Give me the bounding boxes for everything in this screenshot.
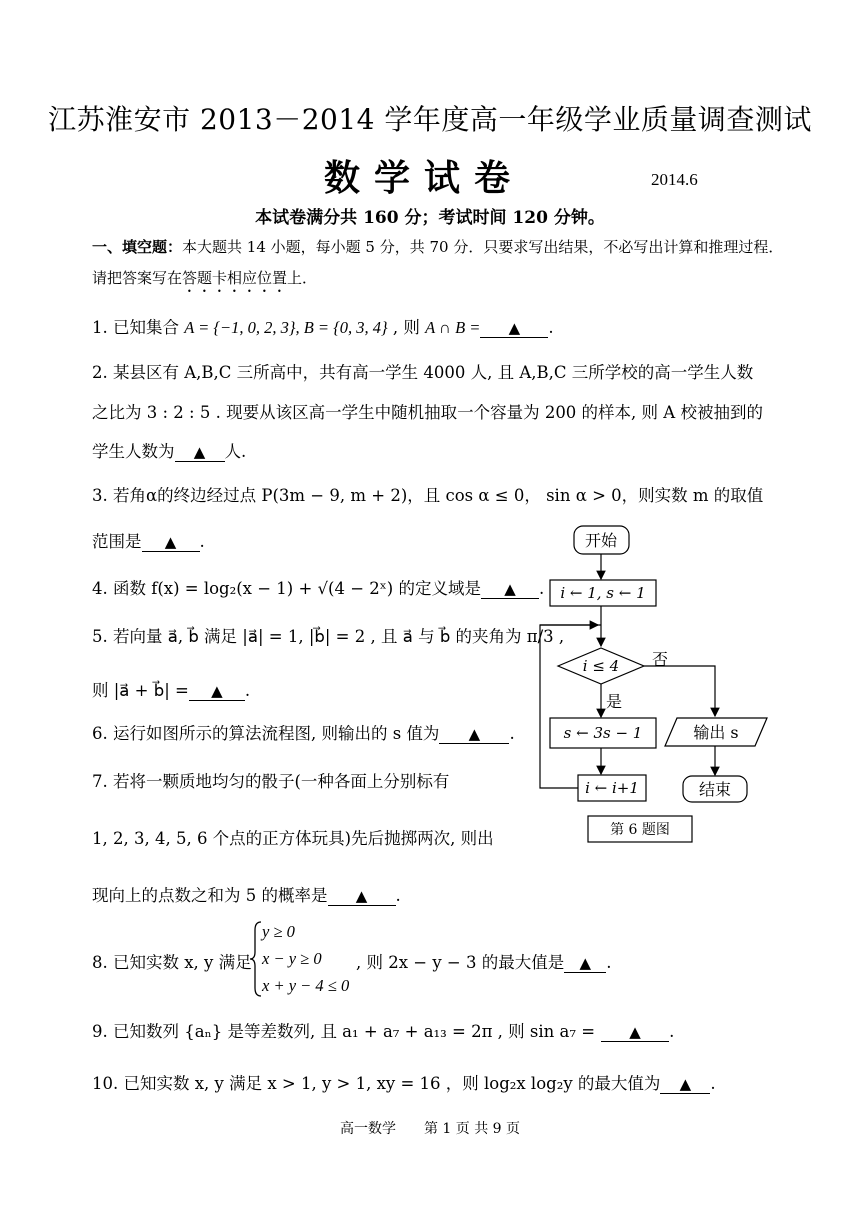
q2-l3-post: 人. (224, 442, 247, 461)
answer-blank: ▲ (480, 319, 548, 338)
question-1 (92, 314, 554, 338)
q6-pre: 6. 运行如图所示的算法流程图, 则输出的 s 值为 (92, 724, 440, 743)
page-footer: 高一数学 第 1 页 共 9 页 (339, 1121, 521, 1137)
flowchart-assign-s-label: s ← 3s − 1 (563, 724, 643, 742)
q9-post: . (669, 1022, 675, 1041)
question-3-line1: 3. 若角α的终边经过点 P(3m − 9, m + 2)，且 cos α ≤ 0， sin α > 0，则实数 m 的取值 (92, 486, 764, 505)
question-8-pre: 8. 已知实数 x, y 满足 (92, 953, 252, 972)
q3-l2-post: . (199, 532, 205, 551)
section-instructions-line1 (92, 236, 783, 257)
answer-blank: ▲ (189, 682, 245, 701)
answer-blank: ▲ (601, 1023, 669, 1042)
section-instructions-line2 (92, 267, 317, 296)
q3-l2-pre: 范围是 (92, 532, 142, 551)
question-8-rest (356, 949, 611, 973)
q7-l3-pre: 现向上的点数之和为 5 的概率是 (92, 886, 328, 905)
q8-condition-1: y ≥ 0 (262, 922, 295, 941)
q1-math2: A ∩ B = (425, 318, 481, 337)
question-7-line2: 1, 2, 3, 4, 5, 6 个点的正方体玩具)先后抛掷两次, 则出 (92, 829, 494, 848)
answer-blank: ▲ (328, 887, 396, 906)
answer-blank: ▲ (142, 533, 200, 552)
q10-post: . (710, 1074, 716, 1093)
flowchart-caption: 第 6 题图 (610, 822, 670, 838)
flowchart-assign-i-label: i ← i+1 (585, 779, 639, 797)
answer-blank: ▲ (564, 954, 606, 973)
line2-pre: 请把答案写在 (92, 269, 183, 287)
q8-condition-2: x − y ≥ 0 (262, 949, 322, 968)
flowchart-init-label: i ← 1, s ← 1 (560, 584, 646, 602)
q4-pre: 4. 函数 f(x) = log₂(x − 1) + √(4 − 2ˣ) 的定义域是 (92, 579, 481, 598)
q8-mid: , 则 2x − y − 3 的最大值是 (356, 953, 565, 972)
answer-blank: ▲ (660, 1075, 710, 1094)
question-9 (92, 1018, 674, 1042)
answer-blank: ▲ (439, 725, 509, 744)
exam-main-title: 数学试卷 (324, 157, 525, 199)
exam-date: 2014.6 (651, 170, 698, 189)
q2-l3-pre: 学生人数为 (92, 442, 175, 461)
q8-post: . (606, 953, 612, 972)
line2-emphasis: 答题卡相应位置 (182, 269, 288, 287)
q1-pre: 1. 已知集合 (92, 318, 185, 337)
answer-blank: ▲ (175, 443, 225, 462)
q7-l3-post: . (395, 886, 401, 905)
question-2-line3 (92, 438, 246, 462)
section-line1-text: 本大题共 14 小题，每小题 5 分，共 70 分．只要求写出结果，不必写出计算和推理过程． (182, 238, 784, 256)
q5-l2-pre: 则 |a⃗ + b⃗| = (92, 681, 189, 700)
question-4 (92, 575, 544, 599)
flowchart (530, 520, 780, 850)
flowchart-no-label: 否 (652, 650, 669, 669)
exam-header-title: 江苏淮安市 2013－2014 学年度高一年级学业质量调查测试 (48, 103, 812, 136)
q8-condition-3: x + y − 4 ≤ 0 (262, 976, 350, 995)
question-2-line2: 之比为 3 : 2 : 5 . 现要从该区高一学生中随机抽取一个容量为 200 的样本, 则 A 校被抽到的 (92, 403, 763, 422)
question-5-line2 (92, 677, 250, 701)
flowchart-loop-arrow (540, 625, 601, 788)
question-7-line1: 7. 若将一颗质地均匀的骰子(一种各面上分别标有 (92, 772, 450, 791)
flowchart-condition-label: i ≤ 4 (582, 657, 620, 675)
q1-mid: , 则 (387, 318, 426, 337)
q1-math: A = {−1, 0, 2, 3}, B = {0, 3, 4} (184, 318, 388, 337)
q10-pre: 10. 已知实数 x, y 满足 x > 1, y > 1, xy = 16 ，则 log₂x log₂y 的最大值为 (92, 1074, 661, 1093)
question-5-line1: 5. 若向量 a⃗, b⃗ 满足 |a⃗| = 1, |b⃗| = 2 , 且 a⃗ 与 b⃗ 的夹角为 π/3 , (92, 627, 565, 646)
answer-blank: ▲ (481, 580, 539, 599)
flowchart-output-label: 输出 s (693, 723, 739, 742)
question-10 (92, 1070, 716, 1094)
q4-post: . (538, 579, 545, 598)
flowchart-start-label: 开始 (584, 531, 618, 550)
flowchart-yes-label: 是 (606, 692, 623, 711)
exam-subtitle: 本试卷满分共 160 分；考试时间 120 分钟。 (255, 208, 605, 228)
q9-pre: 9. 已知数列 {aₙ} 是等差数列, 且 a₁ + a₇ + a₁₃ = 2π , 则 sin a₇ = (92, 1022, 596, 1041)
q6-post: . (509, 724, 515, 743)
flowchart-end-label: 结束 (698, 780, 732, 799)
q5-l2-post: . (244, 681, 251, 700)
question-7-line3 (92, 882, 401, 906)
system-brace (249, 920, 263, 998)
section-heading: 一、填空题： (92, 238, 183, 256)
q1-post: . (548, 318, 554, 337)
question-6 (92, 720, 515, 744)
question-2-line1: 2. 某县区有 A,B,C 三所高中，共有高一学生 4000 人, 且 A,B,C 三所学校的高一学生人数 (92, 363, 754, 382)
question-3-line2 (92, 528, 205, 552)
line2-post: 上． (287, 269, 318, 287)
